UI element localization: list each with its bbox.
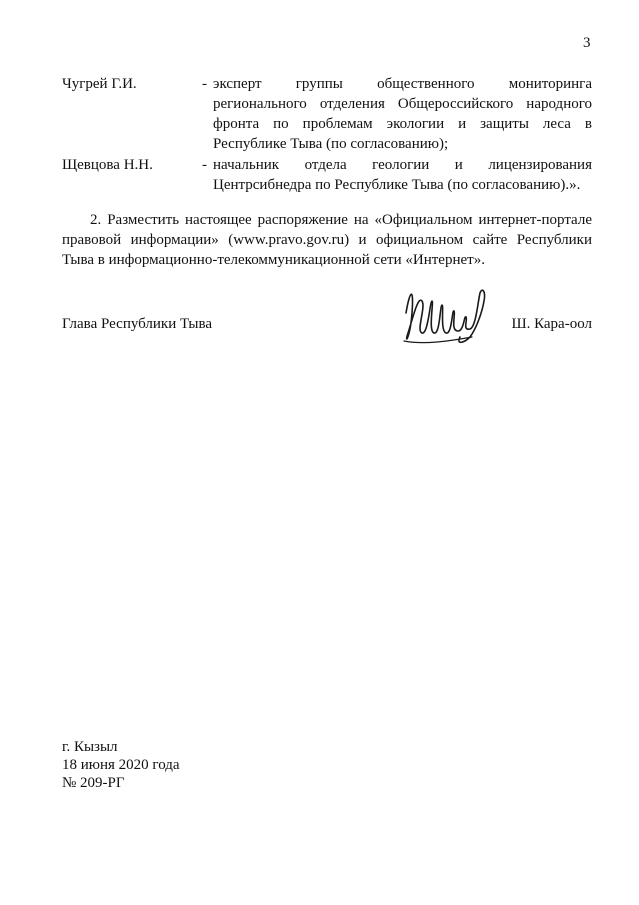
signer-position: Глава Республики Тыва: [62, 316, 213, 332]
document-footer: [62, 738, 180, 792]
member-dash: -: [202, 157, 207, 173]
member-description: начальник отдела геологии и лицензирования Центрсибнедра по Республике Тыва (по согласованию).».: [213, 157, 592, 193]
footer-number: № 209-РГ: [62, 775, 125, 791]
footer-city: г. Кызыл: [62, 739, 118, 755]
clause-2-text: 2. Разместить настоящее распоряжение на «Официальном интернет-портале правовой информации» (www.pravo.gov.ru) и официальном сайте Республики Тыва в информационно-телекоммуникационной сети «Интернет».: [62, 212, 592, 268]
member-description: эксперт группы общественного мониторинга регионального отделения Общероссийского народного фронта по проблемам экологии и защиты леса в Республике Тыва (по согласованию);: [213, 76, 592, 152]
member-name: Чугрей Г.И.: [62, 76, 137, 92]
handwritten-signature: [400, 283, 490, 353]
page-number: 3: [583, 35, 591, 51]
footer-date: 18 июня 2020 года: [62, 757, 180, 773]
member-dash: -: [202, 76, 207, 92]
signer-name: Ш. Кара-оол: [511, 316, 592, 332]
signature-block: [62, 283, 592, 353]
member-name: Щевцова Н.Н.: [62, 157, 153, 173]
